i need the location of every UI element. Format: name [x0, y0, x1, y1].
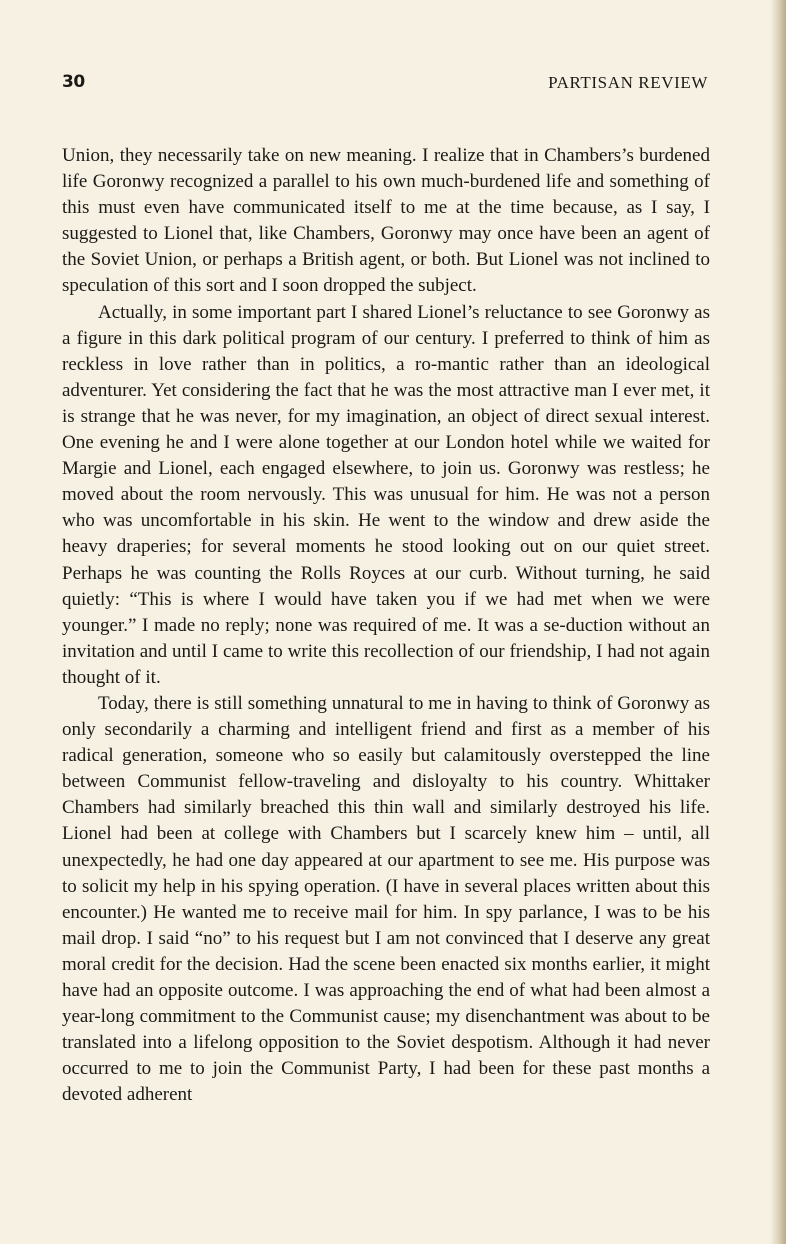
paragraph: Actually, in some important part I shared Lionel’s reluctance to see Goronwy as a figure in this dark political program of our century. I preferred to think of him as reckless in love rather than in politics, a ro-mantic rather than an ideological adventurer. Yet considering the fact that he was the most attractive man I ever met, it is strange that he was never, for my imagination, an object of direct sexual interest. One evening he and I were alone together at our London hotel while we waited for Margie and Lionel, each engaged elsewhere, to join us. Goronwy was restless; he moved about the room nervously. This was unusual for him. He was not a person who was uncomfortable in his skin. He went to the window and drew aside the heavy draperies; for several moments he stood looking out on our quiet street. Perhaps he was counting the Rolls Royces at our curb. Without turning, he said quietly: “This is where I would have taken you if we had met when we were younger.” I made no reply; none was required of me. It was a se-duction without an invitation and until I came to write this recollection of our friendship, I had not again thought of it.	[62, 301, 710, 688]
paragraph: Union, they necessarily take on new meaning. I realize that in Chambers’s burdened life Goronwy recognized a parallel to his own much-burdened life and something of this must even have communicated itself to me at the time because, as I say, I suggested to Lionel that, like Chambers, Goronwy may once have been an agent of the Soviet Union, or perhaps a British agent, or both. But Lionel was not inclined to speculation of this sort and I soon dropped the subject.	[62, 145, 710, 297]
paragraph: Today, there is still something unnatural to me in having to think of Goronwy as only secondarily a charming and intelligent friend and first as a member of his radical generation, someone who so easily but calamitously overstepped the line between Communist fellow-traveling and disloyalty to his country. Whittaker Chambers had similarly breached this thin wall and similarly destroyed his life. Lionel had been at college with Chambers but I scarcely knew him – until, all unexpectedly, he had one day appeared at our apartment to see me. His purpose was to solicit my help in his spying operation. (I have in several places written about this encounter.) He wanted me to receive mail for him. In spy parlance, I was to be his mail drop. I said “no” to his request but I am not convinced that I deserve any great moral credit for the decision. Had the scene been enacted six months earlier, it might have had an opposite outcome. I was approaching the end of what had been almost a year-long commitment to the Communist cause; my disenchantment was about to be translated into a lifelong opposition to the Soviet despotism. Although it had never occurred to me to join the Communist Party, I had been for these past months a devoted adherent	[62, 692, 710, 1106]
page-number: 30	[62, 72, 85, 92]
page-edge-shadow	[770, 0, 786, 1244]
page-header	[62, 72, 708, 96]
running-head: PARTISAN REVIEW	[548, 73, 708, 92]
article-body	[62, 143, 710, 1108]
